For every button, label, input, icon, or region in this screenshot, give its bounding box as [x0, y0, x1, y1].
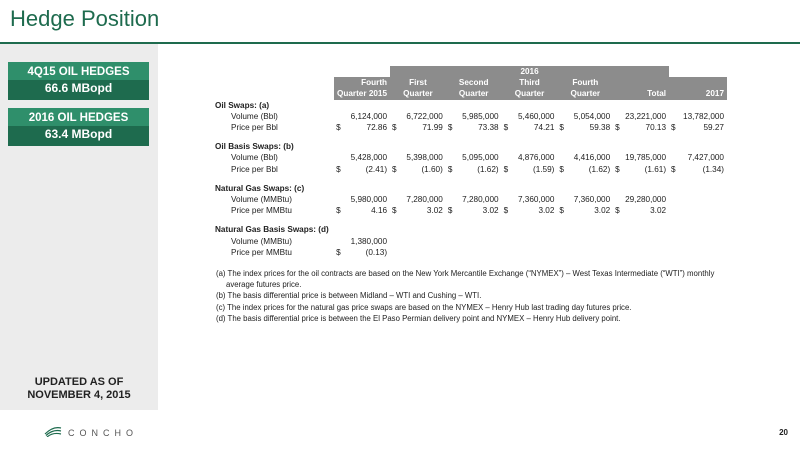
- volume-cell: 6,722,000: [406, 111, 443, 121]
- row-label: Price per MMBtu: [231, 247, 292, 257]
- price-cell: [510, 247, 558, 258]
- col-header: Quarter: [502, 88, 558, 99]
- section-heading: Natural Gas Basis Swaps: (d): [215, 225, 329, 235]
- row-label: Price per Bbl: [231, 123, 278, 133]
- col-header: Quarter 2015: [334, 88, 390, 99]
- currency-symbol: $: [503, 123, 509, 133]
- table-header-row-2: [215, 88, 727, 99]
- footnote-d: (d) The basis differential price is between the El Paso Permian delivery point and NYMEX – Henry Hub delivery point.: [216, 313, 621, 323]
- volume-cell: [510, 235, 558, 246]
- spacer-cell: [613, 235, 621, 246]
- volume-cell: 23,221,000: [625, 111, 667, 121]
- currency-symbol: $: [336, 123, 341, 133]
- table-header-row-1: [215, 77, 727, 88]
- spacer-cell: [390, 235, 398, 246]
- spacer-cell: [502, 194, 510, 205]
- currency-symbol: $: [615, 206, 620, 216]
- price-cell: (1.60): [421, 164, 443, 174]
- volume-cell: 5,398,000: [406, 153, 443, 163]
- footnote-b: (b) The basis differential price is between Midland – WTI and Cushing – WTI.: [216, 291, 482, 301]
- table-row: [215, 205, 727, 216]
- col-header: Fourth: [334, 77, 390, 88]
- table-row: [215, 247, 727, 258]
- volume-cell: 7,427,000: [687, 153, 724, 163]
- price-cell: (1.62): [588, 164, 611, 174]
- col-header: Quarter: [390, 88, 446, 99]
- spacer-cell: [502, 111, 510, 122]
- price-cell: (1.59): [533, 164, 555, 174]
- currency-symbol: [446, 247, 454, 258]
- spacer-row: [215, 216, 727, 224]
- col-header: Quarter: [446, 88, 502, 99]
- hedge-table-body: [215, 66, 727, 258]
- volume-cell: [565, 235, 613, 246]
- spacer-cell: [557, 111, 565, 122]
- table-row: [215, 122, 727, 133]
- row-label: Volume (Bbl): [231, 111, 278, 121]
- table-row: [215, 164, 727, 175]
- volume-cell: [621, 235, 669, 246]
- spacer-cell: [669, 194, 677, 205]
- currency-symbol: $: [615, 164, 620, 174]
- page-title: Hedge Position: [10, 6, 160, 31]
- spacer-cell: [613, 194, 621, 205]
- currency-symbol: $: [392, 123, 397, 133]
- logo-text: CONCHO: [68, 428, 138, 438]
- volume-cell: 29,280,000: [625, 194, 667, 204]
- col-header: First: [390, 77, 446, 88]
- spacer-cell: [669, 111, 677, 122]
- hedge-table: [215, 66, 727, 258]
- currency-symbol: $: [615, 123, 620, 133]
- price-cell: 3.02: [650, 206, 667, 216]
- volume-cell: [677, 194, 727, 205]
- volume-cell: 5,428,000: [350, 153, 388, 163]
- spacer-cell: [215, 133, 727, 141]
- spacer-cell: [613, 111, 621, 122]
- col-header: Quarter: [557, 88, 613, 99]
- hedge-table-wrap: [215, 66, 727, 258]
- volume-cell: 4,416,000: [573, 153, 611, 163]
- currency-symbol: $: [559, 164, 564, 174]
- table-row: [215, 111, 727, 122]
- volume-cell: 13,782,000: [683, 111, 724, 121]
- currency-symbol: [613, 247, 621, 258]
- section-heading-row: [215, 224, 727, 235]
- volume-cell: 7,360,000: [573, 194, 611, 204]
- price-cell: 3.02: [482, 206, 499, 216]
- price-cell: 3.02: [426, 206, 443, 216]
- row-label: Volume (MMBtu): [231, 236, 292, 246]
- price-cell: [677, 247, 727, 258]
- price-cell: 4.16: [371, 206, 388, 216]
- price-cell: 71.99: [422, 123, 443, 133]
- currency-symbol: $: [336, 164, 341, 174]
- spacer-cell: [390, 152, 398, 163]
- col-header: [613, 77, 669, 88]
- company-logo: [44, 426, 138, 440]
- group-header-2016: 2016: [390, 66, 669, 77]
- spacer-cell: [613, 152, 621, 163]
- price-cell: 74.21: [533, 123, 555, 133]
- section-heading: Natural Gas Swaps: (c): [215, 183, 305, 193]
- currency-symbol: $: [503, 164, 509, 174]
- hedge-box-2016-heading: 2016 OIL HEDGES: [8, 108, 149, 126]
- volume-cell: 1,380,000: [350, 236, 388, 246]
- spacer-cell: [669, 152, 677, 163]
- price-cell: (1.61): [644, 164, 667, 174]
- footnote-a: (a) The index prices for the oil contracts are based on the New York Mercantile Exchange (“NYMEX”) – West Texas Intermediate (“WTI”) monthly average futures price.: [216, 269, 715, 290]
- section-heading-row: [215, 141, 727, 152]
- spacer-cell: [334, 111, 342, 122]
- spacer-cell: [390, 194, 398, 205]
- price-cell: [677, 205, 727, 216]
- spacer-cell: [446, 235, 454, 246]
- concho-logo-icon: [44, 424, 62, 442]
- hedge-box-4q15-value: 66.6 MBopd: [8, 80, 149, 100]
- volume-cell: 7,360,000: [517, 194, 555, 204]
- col-header: Second: [446, 77, 502, 88]
- spacer-cell: [390, 111, 398, 122]
- volume-cell: 7,280,000: [406, 194, 443, 204]
- footnotes: [216, 268, 716, 324]
- price-cell: (1.34): [702, 164, 724, 174]
- currency-symbol: $: [392, 206, 397, 216]
- price-cell: 3.02: [594, 206, 611, 216]
- currency-symbol: $: [671, 164, 676, 174]
- spacer-cell: [557, 152, 565, 163]
- price-cell: [398, 247, 446, 258]
- hedge-box-2016: [8, 108, 149, 146]
- spacer-cell: [502, 152, 510, 163]
- price-cell: 72.86: [366, 123, 388, 133]
- updated-line-1: UPDATED AS OF: [34, 376, 124, 388]
- table-row: [215, 152, 727, 163]
- spacer-cell: [446, 152, 454, 163]
- currency-symbol: $: [447, 123, 453, 133]
- section-heading: Oil Swaps: (a): [215, 100, 270, 110]
- col-header: Total: [613, 88, 669, 99]
- volume-cell: 5,985,000: [462, 111, 499, 121]
- updated-note: [0, 376, 158, 402]
- volume-cell: 5,460,000: [517, 111, 555, 121]
- currency-symbol: $: [447, 206, 453, 216]
- price-cell: 3.02: [538, 206, 555, 216]
- currency-symbol: $: [671, 123, 676, 133]
- spacer-row: [215, 133, 727, 141]
- footnote-c: (c) The index prices for the natural gas price swaps are based on the NYMEX – Henry Hub last trading day futures price.: [216, 302, 632, 312]
- price-cell: [565, 247, 613, 258]
- price-cell: 70.13: [645, 123, 667, 133]
- price-cell: 59.38: [589, 123, 611, 133]
- spacer-cell: [502, 235, 510, 246]
- sidebar: [0, 44, 158, 410]
- spacer-cell: [334, 194, 342, 205]
- row-label: Price per Bbl: [231, 164, 278, 174]
- currency-symbol: [557, 247, 565, 258]
- spacer-cell: [334, 152, 342, 163]
- currency-symbol: [502, 247, 510, 258]
- spacer-cell: [557, 235, 565, 246]
- table-row: [215, 194, 727, 205]
- price-cell: [454, 247, 502, 258]
- spacer-row: [215, 175, 727, 183]
- volume-cell: 19,785,000: [625, 153, 667, 163]
- price-cell: 73.38: [478, 123, 499, 133]
- volume-cell: 5,980,000: [350, 194, 388, 204]
- currency-symbol: $: [336, 206, 341, 216]
- spacer-cell: [669, 235, 677, 246]
- currency-symbol: $: [447, 164, 453, 174]
- volume-cell: 5,095,000: [462, 153, 499, 163]
- section-heading-row: [215, 100, 727, 111]
- currency-symbol: $: [559, 123, 564, 133]
- price-cell: [621, 247, 669, 258]
- price-cell: 59.27: [703, 123, 724, 133]
- price-cell: (0.13): [365, 247, 388, 257]
- currency-symbol: $: [559, 206, 564, 216]
- spacer-cell: [557, 194, 565, 205]
- volume-cell: 6,124,000: [350, 111, 388, 121]
- spacer-cell: [446, 194, 454, 205]
- spacer-cell: [215, 175, 727, 183]
- section-heading-row: [215, 183, 727, 194]
- currency-symbol: $: [336, 247, 341, 257]
- price-cell: (2.41): [365, 164, 388, 174]
- volume-cell: 7,280,000: [462, 194, 499, 204]
- row-label: Price per MMBtu: [231, 206, 292, 216]
- col-header: Fourth: [557, 77, 613, 88]
- volume-cell: 5,054,000: [573, 111, 611, 121]
- hedge-box-2016-value: 63.4 MBopd: [8, 126, 149, 146]
- col-header: 2017: [669, 88, 727, 99]
- hedge-box-4q15: [8, 62, 149, 100]
- col-header: Third: [502, 77, 558, 88]
- updated-line-2: NOVEMBER 4, 2015: [27, 389, 131, 401]
- volume-cell: [454, 235, 502, 246]
- currency-symbol: $: [392, 164, 397, 174]
- table-row: [215, 235, 727, 246]
- volume-cell: 4,876,000: [517, 153, 555, 163]
- spacer-cell: [334, 235, 342, 246]
- price-cell: (1.62): [477, 164, 499, 174]
- section-heading: Oil Basis Swaps: (b): [215, 142, 294, 152]
- row-label: Volume (Bbl): [231, 153, 278, 163]
- row-label: Volume (MMBtu): [231, 194, 292, 204]
- spacer-cell: [446, 111, 454, 122]
- spacer-cell: [215, 216, 727, 224]
- currency-symbol: $: [503, 206, 509, 216]
- hedge-box-4q15-heading: 4Q15 OIL HEDGES: [8, 62, 149, 80]
- page-number: 20: [779, 428, 788, 437]
- currency-symbol: [669, 205, 677, 216]
- table-header-group-row: [215, 66, 727, 77]
- currency-symbol: [669, 247, 677, 258]
- col-header: [669, 77, 727, 88]
- currency-symbol: [390, 247, 398, 258]
- volume-cell: [398, 235, 446, 246]
- volume-cell: [677, 235, 727, 246]
